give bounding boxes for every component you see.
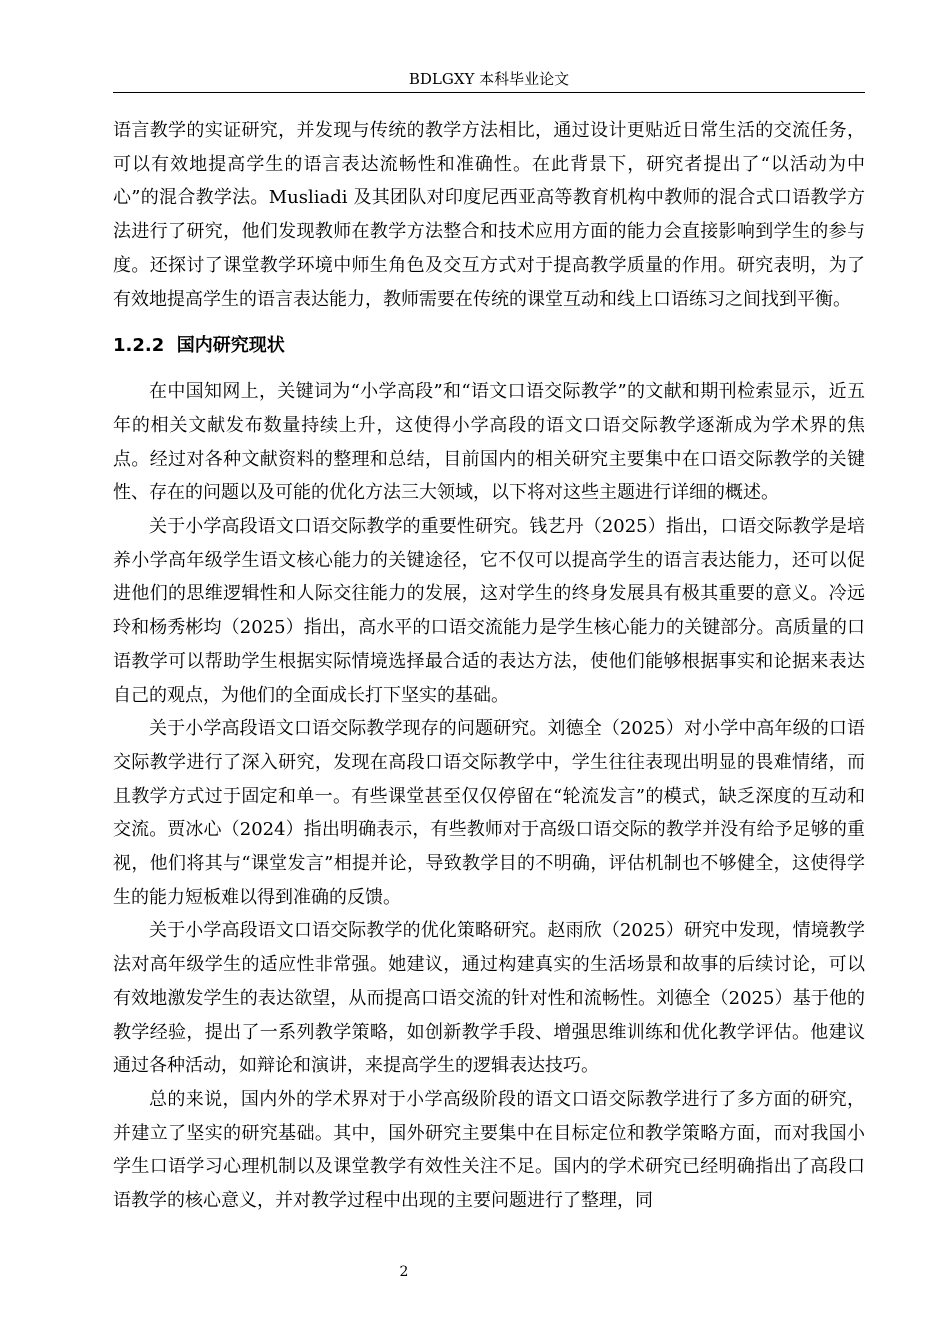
paragraph: 关于小学高段语文口语交际教学的重要性研究。钱艺丹（2025）指出，口语交际教学是培养小学高年级学生语文核心能力的关键途径，它不仅可以提高学生的语言表达能力，还可以促进他们的思维逻辑性和人际交往能力的发展，这对学生的终身发展具有极其重要的意义。冷远玲和杨秀彬均（2025）指出，高水平的口语交流能力是学生核心能力的关键部分。高质量的口语教学可以帮助学生根据实际情境选择最合适的表达方法，使他们能够根据事实和论据来表达自己的观点，为他们的全面成长打下坚实的基础。 [113,516,865,706]
paragraph: 关于小学高段语文口语交际教学现存的问题研究。刘德全（2025）对小学中高年级的口语交际教学进行了深入研究，发现在高段口语交际教学中，学生往往表现出明显的畏难情绪，而且教学方式过于固定和单一。有些课堂甚至仅仅停留在“轮流发言”的模式，缺乏深度的互动和交流。贾冰心（2024）指出明确表示，有些教师对于高级口语交际的教学并没有给予足够的重视，他们将其与“课堂发言”相提并论，导致教学目的不明确，评估机制也不够健全，这使得学生的能力短板难以得到准确的反馈。 [113,718,865,908]
paragraph: 在中国知网上，关键词为“小学高段”和“语文口语交际教学”的文献和期刊检索显示，近五年的相关文献发布数量持续上升，这使得小学高段的语文口语交际教学逐渐成为学术界的焦点。经过对各种文献资料的整理和总结，目前国内的相关研究主要集中在口语交际教学的关键性、存在的问题以及可能的优化方法三大领域，以下将对这些主题进行详细的概述。 [113,381,865,504]
header-rule [113,92,865,93]
section-title: 国内研究现状 [176,335,285,357]
paragraph: 总的来说，国内外的学术界对于小学高级阶段的语文口语交际教学进行了多方面的研究，并建立了坚实的研究基础。其中，国外研究主要集中在目标定位和教学策略方面，而对我国小学生口语学习心理机制以及课堂教学有效性关注不足。国内的学术研究已经明确指出了高段口语教学的核心意义，并对教学过程中出现的主要问题进行了整理，同 [113,1088,865,1212]
paragraph-continued: 语言教学的实证研究，并发现与传统的教学方法相比，通过设计更贴近日常生活的交流任务，可以有效地提高学生的语言表达流畅性和准确性。在此背景下，研究者提出了“以活动为中心”的混合教学法。Musliadi 及其团队对印度尼西亚高等教育机构中教师的混合式口语教学方法进行了研究，他们发现教师在教学方法整合和技术应用方面的能力会直接影响到学生的参与度。还探讨了课堂教学环境中师生角色及交互方式对于提高教学质量的作用。研究表明，为了有效地提高学生的语言表达能力，教师需要在传统的课堂互动和线上口语练习之间找到平衡。 [113,120,865,310]
page-number: 2 [399,1264,409,1280]
paragraph: 关于小学高段语文口语交际教学的优化策略研究。赵雨欣（2025）研究中发现，情境教学法对高年级学生的适应性非常强。她建议，通过构建真实的生活场景和故事的后续讨论，可以有效地激发学生的表达欲望，从而提高口语交流的针对性和流畅性。刘德全（2025）基于他的教学经验，提出了一系列教学策略，如创新教学手段、增强思维训练和优化教学评估。他建议通过各种活动，如辩论和演讲，来提高学生的逻辑表达技巧。 [113,920,865,1077]
section-heading [113,331,865,361]
section-number: 1.2.2 [113,335,165,357]
running-header: BDLGXY 本科毕业论文 [408,70,570,88]
body-text [113,114,865,1218]
